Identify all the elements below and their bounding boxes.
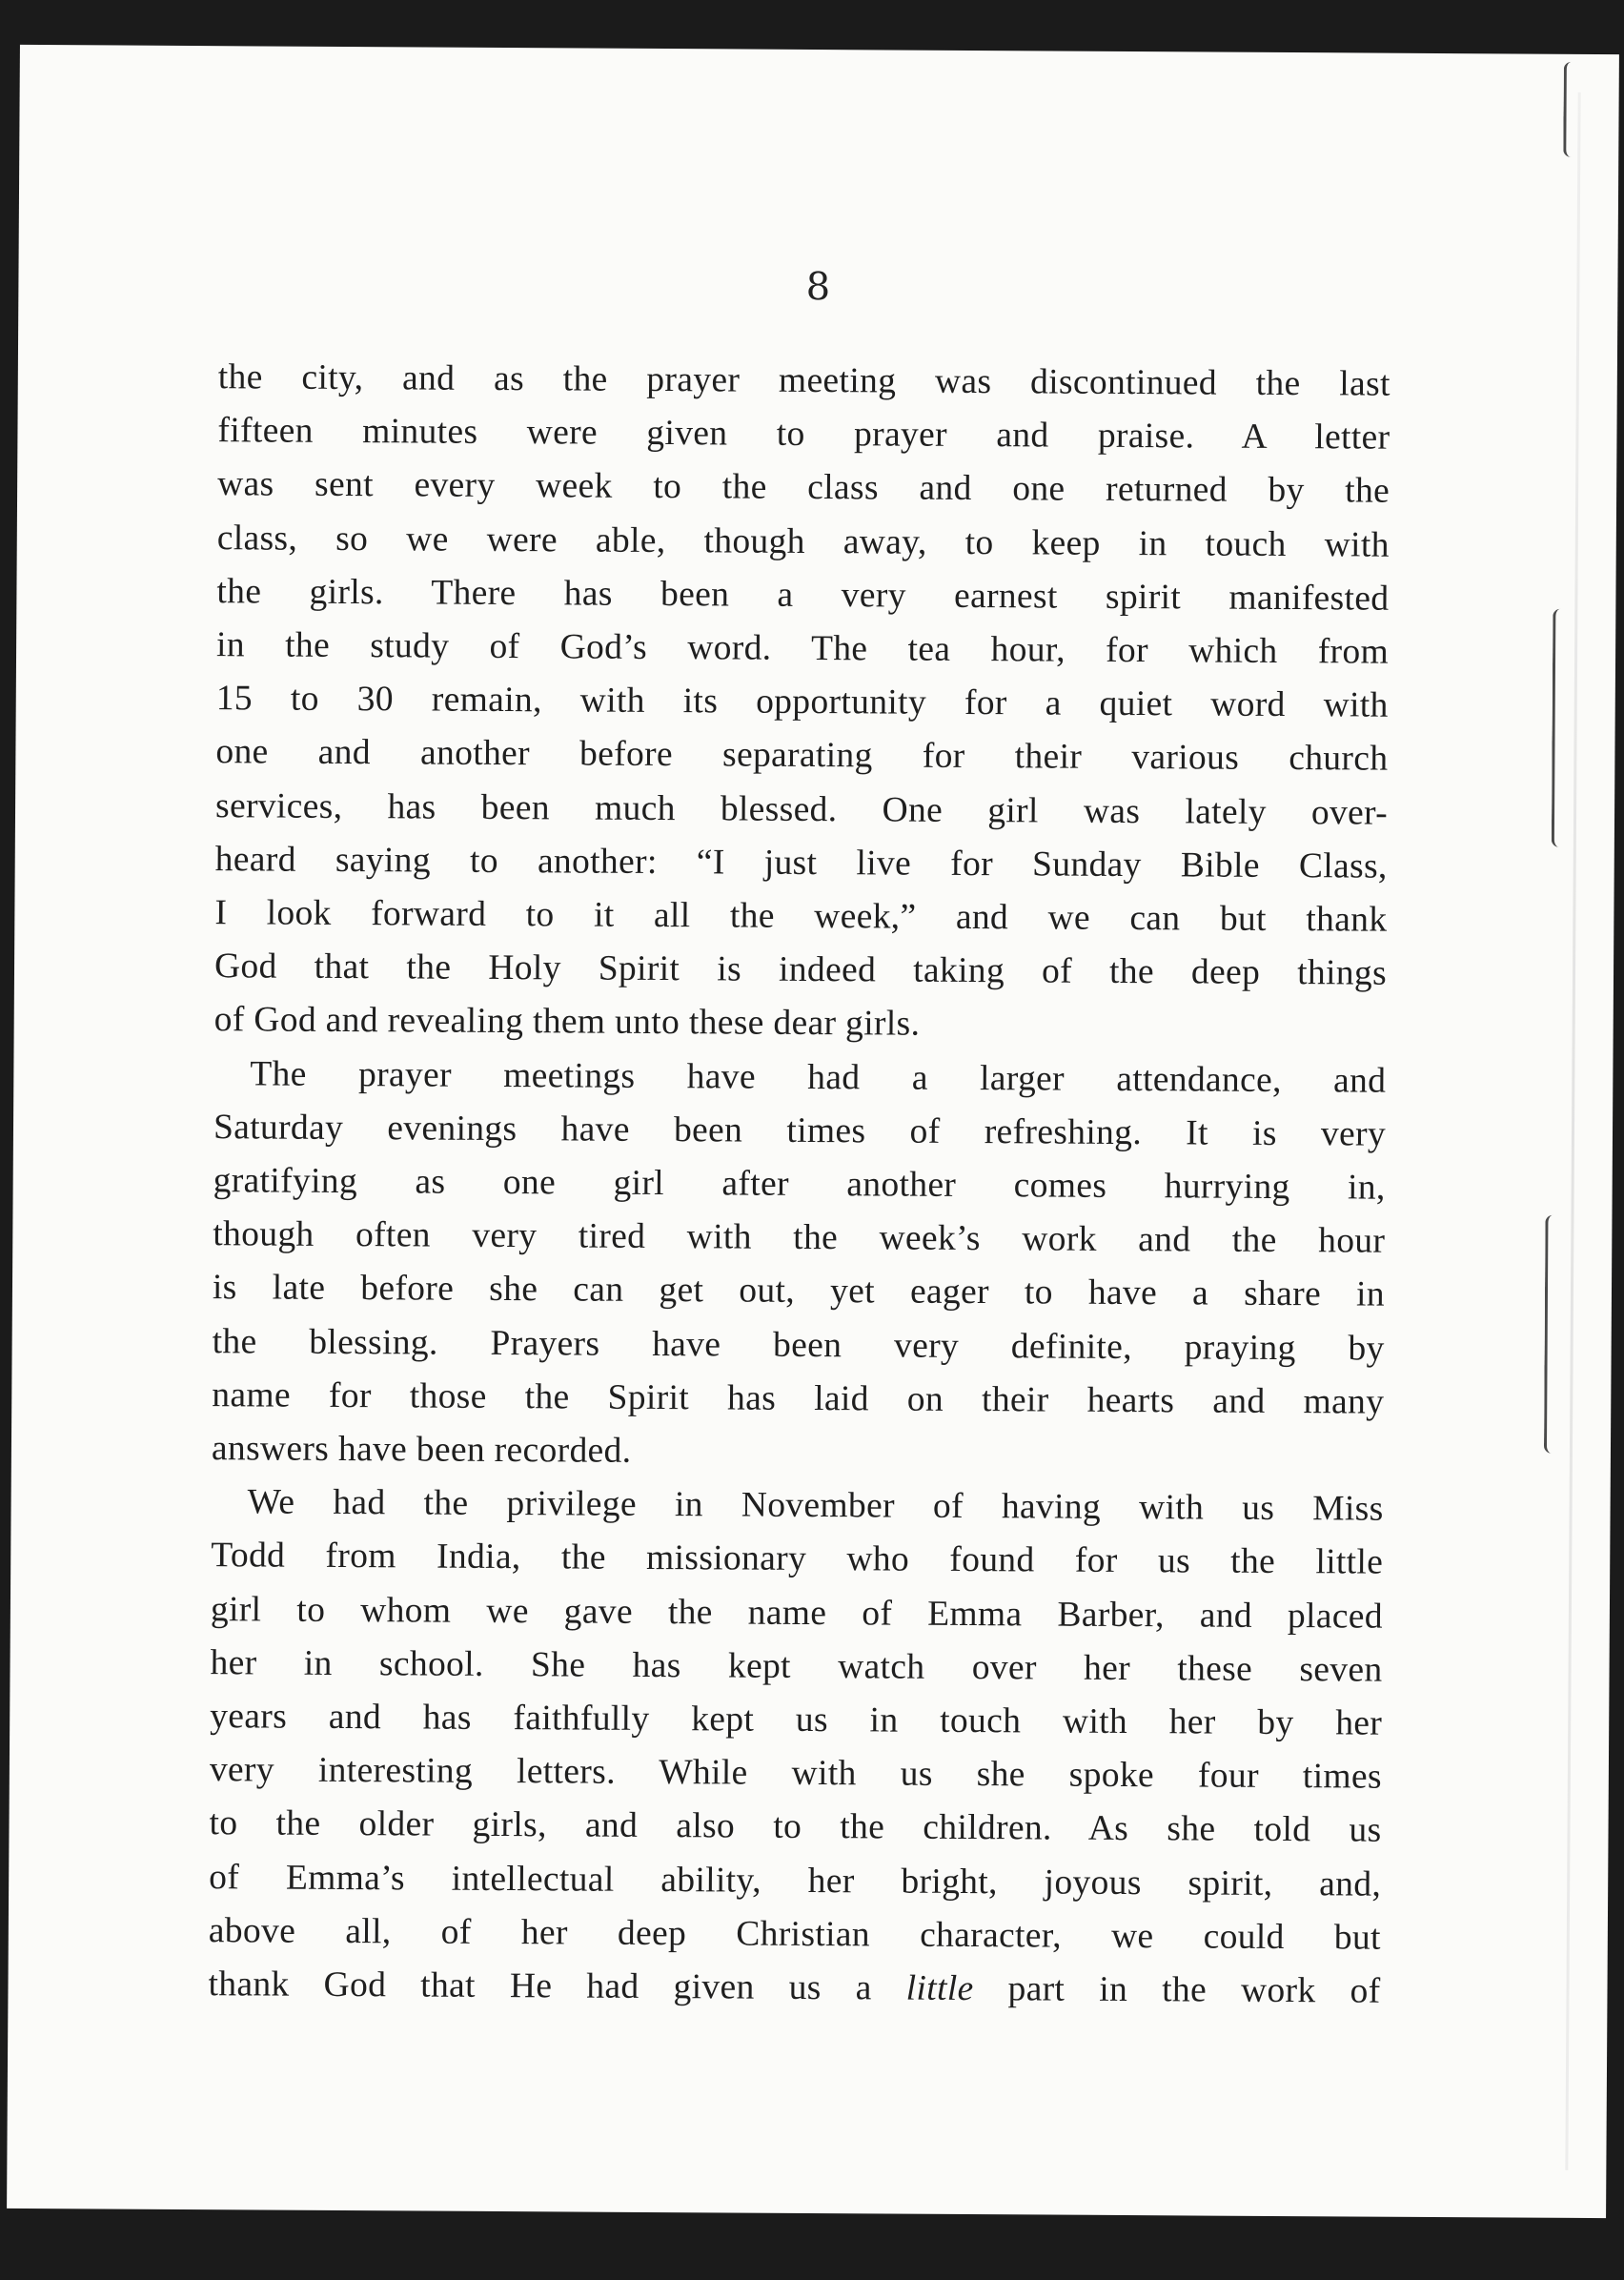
text-line: to the older girls, and also to the children. As she told us: [209, 1803, 1382, 1851]
text-line: Todd from India, the missionary who found for us the little: [211, 1536, 1384, 1583]
text-line: I look forward to it all the week,” and we can but thank: [214, 893, 1388, 940]
text-line: of God and revealing them unto these dear girls.: [213, 1000, 921, 1045]
binding-thread-mark: [1563, 62, 1580, 157]
paragraph-1: [214, 351, 1391, 1054]
text-line: the blessing. Prayers have been very definite, praying by: [212, 1321, 1385, 1369]
text-line: The prayer meetings have had a larger attendance, and: [250, 1054, 1387, 1101]
text-line: one and another before separating for their various church: [215, 732, 1389, 780]
text-line: is late before she can get out, yet eager to have a share in: [212, 1268, 1386, 1315]
text-line: years and has faithfully kept us in touch with her by her: [210, 1697, 1383, 1743]
text-line: the girls. There has been a very earnest spirit manifested: [216, 571, 1390, 619]
paragraph-3: [208, 1476, 1383, 2019]
text-line: the city, and as the prayer meeting was discontinued the last: [217, 357, 1391, 404]
text-line: in the study of God’s word. The tea hour, for which from: [215, 625, 1390, 672]
text-line: above all, of her deep Christian character, we could but: [208, 1911, 1381, 1958]
text-line: heard saying to another: “I just live for Sunday Bible Class,: [214, 839, 1388, 886]
text-line-final: [208, 1958, 1380, 2019]
text-line: girl to whom we gave the name of Emma Barber, and placed: [210, 1589, 1384, 1637]
text-line: class, so we were able, though away, to keep in touch with: [216, 518, 1390, 565]
text-line: fifteen minutes were given to prayer and praise. A letter: [217, 411, 1391, 458]
text-line: gratifying as one girl after another comes hurrying in,: [213, 1161, 1386, 1208]
text-line: We had the privilege in November of having with us Miss: [247, 1482, 1384, 1529]
document-page: [7, 45, 1619, 2218]
text-line: answers have been recorded.: [211, 1429, 632, 1471]
page-edge: [1565, 92, 1580, 2170]
text-fragment: part in the work of: [973, 1969, 1381, 2011]
text-line: Saturday evenings have been times of refreshing. It is very: [213, 1108, 1387, 1154]
text-line: 15 to 30 remain, with its opportunity for a quiet word with: [215, 679, 1389, 725]
text-line: God that the Holy Spirit is indeed taking of the deep things: [213, 947, 1388, 993]
text-line: her in school. She has kept watch over her these seven: [210, 1643, 1383, 1690]
text-fragment: thank God that He had given us a: [208, 1964, 906, 2008]
body-text: [208, 351, 1391, 2019]
text-line: though often very tired with the week’s work and the hour: [213, 1214, 1386, 1261]
text-line: services, has been much blessed. One girl was lately over-: [214, 785, 1389, 833]
italic-word: little: [905, 1968, 974, 2009]
text-line: of Emma’s intellectual ability, her bright, joyous spirit, and,: [209, 1857, 1382, 1904]
page-number: 8: [805, 264, 831, 310]
text-line: was sent every week to the class and one returned by the: [217, 464, 1391, 512]
binding-thread-mark: [1544, 1215, 1562, 1454]
binding-thread-mark: [1552, 609, 1570, 847]
paragraph-2: [212, 1048, 1387, 1483]
text-line: very interesting letters. While with us she spoke four times: [209, 1750, 1382, 1797]
text-line: name for those the Spirit has laid on their hearts and many: [212, 1375, 1385, 1422]
